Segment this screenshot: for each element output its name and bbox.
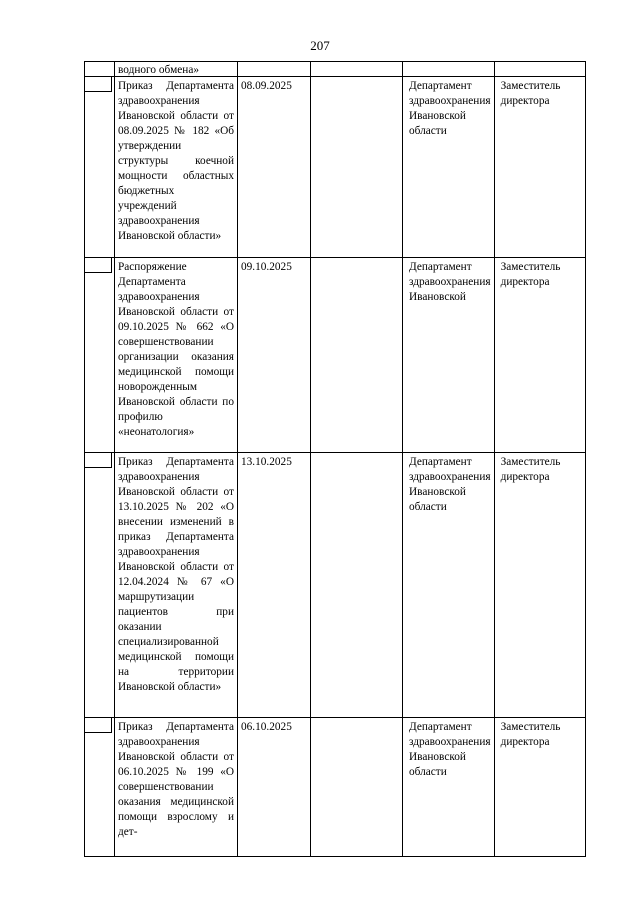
blank-cell [311,258,403,453]
documents-table [84,61,586,857]
document-cell: Приказ Департамента здравоохранения Ивановской области от 08.09.2025 № 182 «Об утверждении структуры коечной мощности областных бюджетных учреждений здравоохранения Ивановской области» [115,77,238,258]
table-row [85,453,586,718]
number-cell [85,453,115,718]
date-cell: 09.10.2025 [238,258,311,453]
page-number: 207 [310,38,330,53]
department-cell: Департамент здравоохранения Ивановской области [403,77,495,258]
date-cell: 13.10.2025 [238,453,311,718]
blank-cell [311,453,403,718]
date-cell: 08.09.2025 [238,77,311,258]
number-cell [85,258,115,453]
table-row-continuation [85,62,586,77]
table-row [85,77,586,258]
position-cell: Заместитель директора [494,453,585,718]
document-cell: Распоряжение Департамента здравоохранения Ивановской области от 09.10.2025 № 662 «О совершенствовании организации оказания медицинской помощи новорожденным Ивановской области по профилю «неонатология» [115,258,238,453]
document-cell: водного обмена» [115,62,238,77]
documents-table-wrapper [84,61,586,857]
table-row [85,718,586,857]
department-cell: Департамент здравоохранения Ивановской области [403,718,495,857]
position-cell [494,62,585,77]
blank-cell [311,77,403,258]
department-cell [403,62,495,77]
position-cell: Заместитель директора [494,77,585,258]
blank-cell [311,62,403,77]
table-row [85,258,586,453]
blank-cell [311,718,403,857]
date-cell [238,62,311,77]
position-cell: Заместитель директора [494,718,585,857]
date-cell: 06.10.2025 [238,718,311,857]
number-cell [85,77,115,258]
number-cell [85,62,115,77]
document-cell: Приказ Департамента здравоохранения Ивановской области от 06.10.2025 № 199 «О совершенствовании оказания медицинской помощи взрослому и дет- [115,718,238,857]
document-cell: Приказ Департамента здравоохранения Ивановской области от 13.10.2025 № 202 «О внесении изменений в приказ Департамента здравоохранения Ивановской области от 12.04.2024 № 67 «О маршрутизации пациентов при оказании специализированной медицинской помощи на территории Ивановской области» [115,453,238,718]
number-cell [85,718,115,857]
position-cell: Заместитель директора [494,258,585,453]
department-cell: Департамент здравоохранения Ивановской области [403,453,495,718]
department-cell: Департамент здравоохранения Ивановской [403,258,495,453]
